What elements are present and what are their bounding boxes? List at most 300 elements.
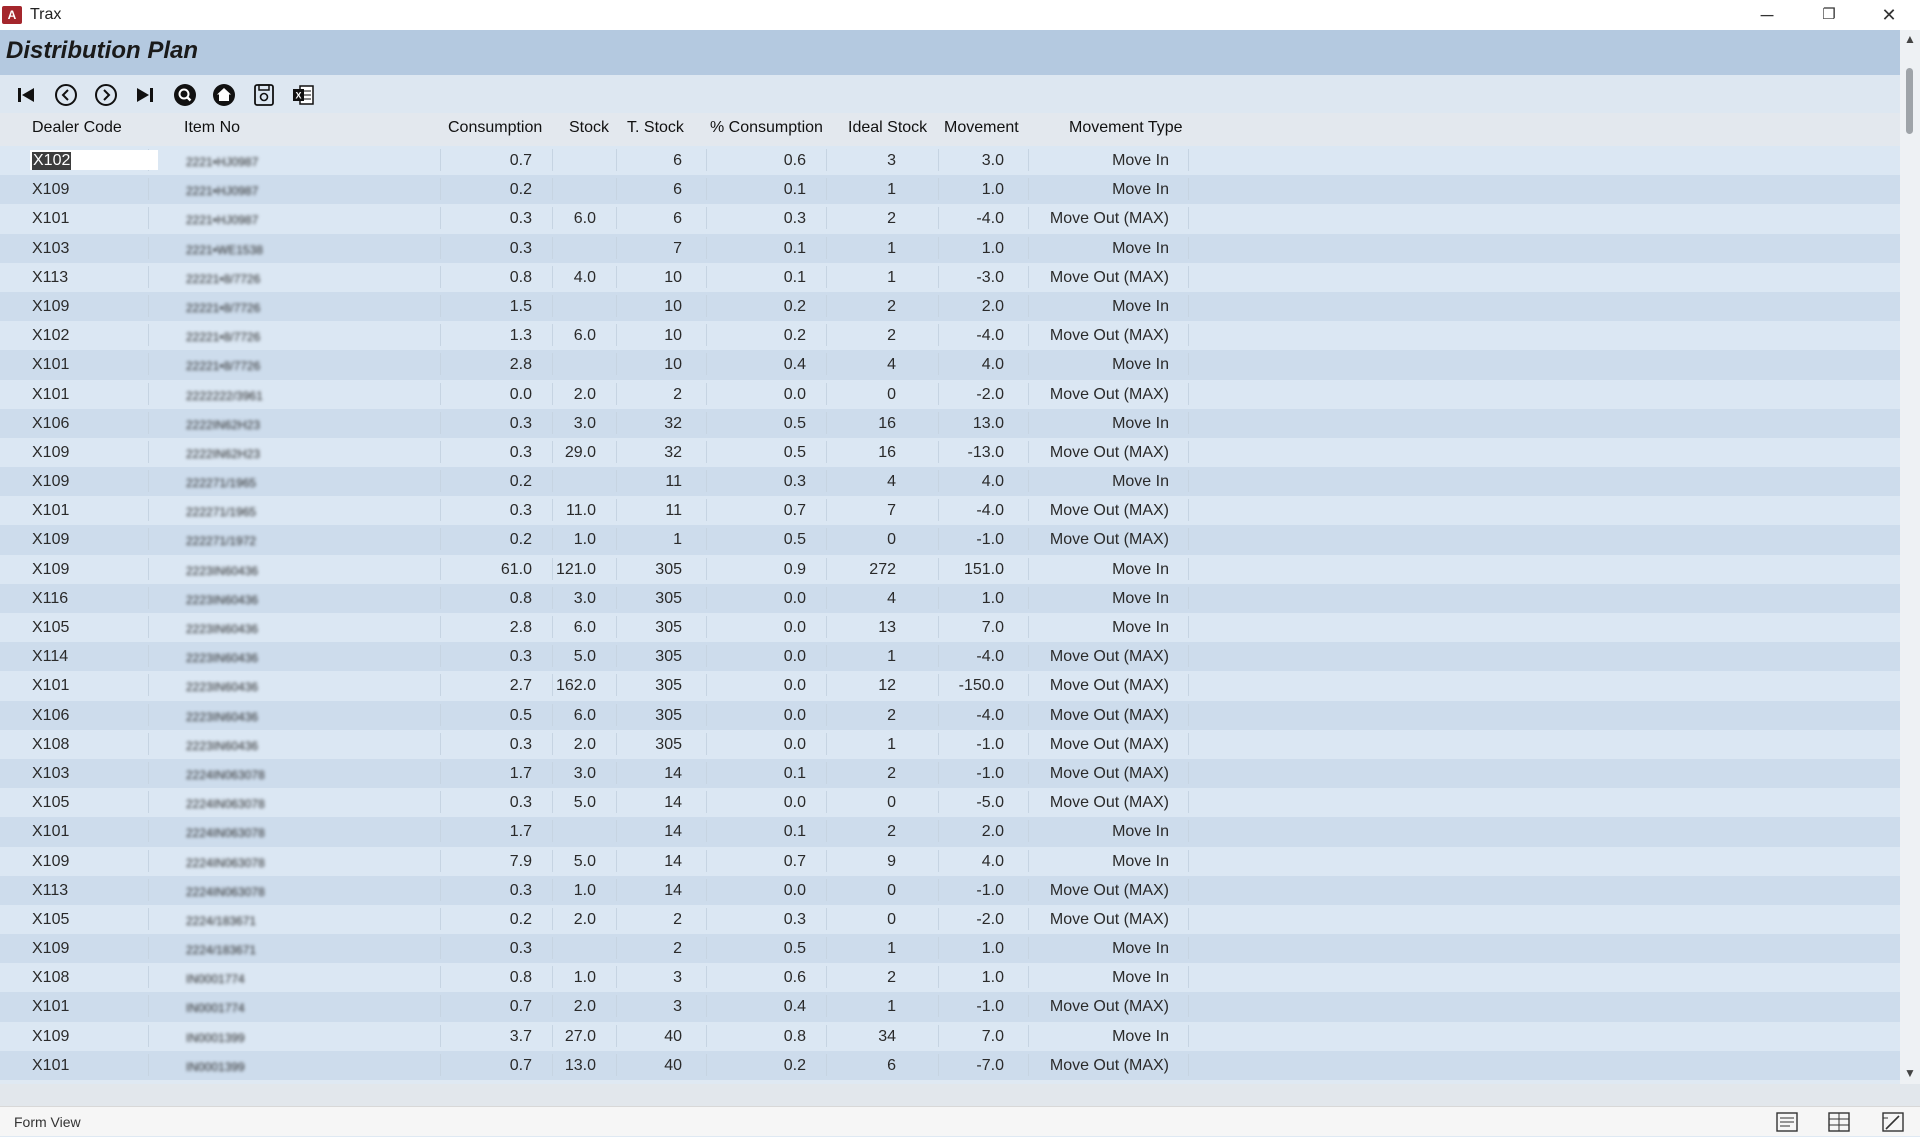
movement-cell[interactable]: 3.0 — [981, 152, 1004, 169]
consumption-cell[interactable]: 2.8 — [509, 619, 532, 636]
ideal-stock-cell[interactable]: 0 — [887, 794, 896, 812]
table-row[interactable] — [0, 1022, 1900, 1051]
t-stock-cell[interactable]: 2 — [673, 940, 682, 958]
dealer-code-cell[interactable]: X101 — [32, 1056, 70, 1074]
consumption-cell[interactable]: 0.2 — [509, 473, 532, 491]
consumption-cell[interactable]: 0.5 — [509, 706, 532, 724]
pct-consumption-cell[interactable]: 0.4 — [783, 998, 806, 1016]
dealer-code-cell[interactable]: X113 — [32, 268, 69, 286]
ideal-stock-cell[interactable]: 6 — [887, 1056, 896, 1074]
movement-type-cell[interactable]: Move Out (MAX) — [1049, 531, 1169, 549]
table-row[interactable] — [0, 555, 1900, 584]
movement-type-cell[interactable]: Move Out (MAX) — [1049, 648, 1169, 666]
pct-consumption-cell[interactable]: 0.8 — [783, 1027, 806, 1045]
dealer-code-cell[interactable]: X108 — [32, 735, 70, 753]
movement-type-cell[interactable]: Move In — [1112, 152, 1169, 169]
home-icon[interactable] — [212, 83, 236, 107]
movement-type-cell[interactable]: Move Out (MAX) — [1049, 881, 1169, 899]
t-stock-cell[interactable]: 305 — [655, 648, 682, 666]
table-row[interactable] — [0, 613, 1900, 642]
next-record-icon[interactable] — [94, 83, 118, 107]
pct-consumption-cell[interactable]: 0.5 — [783, 414, 806, 432]
stock-cell[interactable]: 3.0 — [573, 414, 596, 432]
dealer-code-cell[interactable]: X101 — [32, 210, 70, 228]
column-header-pct-consumption[interactable]: % Consumption — [710, 119, 823, 136]
item-no-cell[interactable]: 22221•8/7726 — [186, 271, 261, 286]
consumption-cell[interactable]: 0.8 — [509, 589, 532, 607]
scroll-up-icon[interactable]: ▲ — [1904, 32, 1916, 46]
ideal-stock-cell[interactable]: 9 — [887, 852, 896, 870]
consumption-cell[interactable]: 0.7 — [509, 998, 532, 1016]
stock-cell[interactable]: 2.0 — [573, 998, 596, 1016]
dealer-code-cell[interactable]: X105 — [32, 910, 70, 928]
movement-cell[interactable]: 4.0 — [981, 356, 1004, 374]
t-stock-cell[interactable]: 6 — [673, 181, 682, 199]
column-header-item-no[interactable]: Item No — [184, 119, 241, 136]
movement-cell[interactable]: 1.0 — [981, 239, 1004, 257]
pct-consumption-cell[interactable]: 0.5 — [783, 940, 806, 958]
movement-type-cell[interactable]: Move Out (MAX) — [1049, 764, 1169, 782]
scrollbar-thumb[interactable] — [1906, 68, 1913, 134]
dealer-code-cell[interactable]: X106 — [32, 414, 70, 432]
excel-export-icon[interactable] — [291, 83, 315, 107]
movement-type-cell[interactable]: Move In — [1112, 560, 1169, 578]
consumption-cell[interactable]: 0.3 — [509, 940, 532, 958]
consumption-cell[interactable]: 0.3 — [509, 794, 532, 812]
item-no-cell[interactable]: 2221•HJ0987 — [186, 184, 259, 199]
movement-cell[interactable]: -7.0 — [976, 1056, 1004, 1074]
t-stock-cell[interactable]: 305 — [655, 735, 682, 753]
stock-cell[interactable]: 6.0 — [573, 706, 596, 724]
t-stock-cell[interactable]: 6 — [673, 152, 682, 169]
item-no-cell[interactable]: 2224/183671 — [186, 943, 257, 958]
ideal-stock-cell[interactable]: 2 — [887, 327, 896, 345]
table-row[interactable] — [0, 817, 1900, 846]
stock-cell[interactable]: 5.0 — [573, 852, 596, 870]
t-stock-cell[interactable]: 10 — [664, 297, 682, 315]
ideal-stock-cell[interactable]: 1 — [887, 940, 896, 958]
stock-cell[interactable]: 11.0 — [566, 502, 596, 520]
table-row[interactable] — [0, 263, 1900, 292]
ideal-stock-cell[interactable]: 1 — [887, 239, 896, 257]
item-no-cell[interactable]: 2224IN063078 — [186, 826, 265, 841]
item-no-cell[interactable]: 2223IN60436 — [186, 563, 259, 578]
minimize-button[interactable]: ─ — [1760, 5, 1774, 25]
pct-consumption-cell[interactable]: 0.0 — [783, 648, 806, 666]
item-no-cell[interactable]: 2223IN60436 — [186, 622, 259, 636]
t-stock-cell[interactable]: 40 — [664, 1027, 682, 1045]
t-stock-cell[interactable]: 305 — [655, 619, 682, 636]
previous-record-icon[interactable] — [54, 83, 78, 107]
t-stock-cell[interactable]: 32 — [664, 443, 682, 461]
table-row[interactable] — [0, 847, 1900, 876]
pct-consumption-cell[interactable]: 0.7 — [783, 502, 806, 520]
movement-type-cell[interactable]: Move In — [1112, 473, 1169, 491]
pct-consumption-cell[interactable]: 0.9 — [783, 560, 806, 578]
item-no-cell[interactable]: 2223IN60436 — [186, 709, 259, 724]
consumption-cell[interactable]: 0.3 — [509, 881, 532, 899]
pct-consumption-cell[interactable]: 0.7 — [783, 852, 806, 870]
item-no-cell[interactable]: 2223IN60436 — [186, 738, 259, 753]
consumption-cell[interactable]: 0.8 — [509, 268, 532, 286]
pct-consumption-cell[interactable]: 0.3 — [783, 210, 806, 228]
pct-consumption-cell[interactable]: 0.0 — [783, 619, 806, 636]
pct-consumption-cell[interactable]: 0.0 — [783, 706, 806, 724]
movement-type-cell[interactable]: Move In — [1112, 1027, 1169, 1045]
table-row[interactable] — [0, 759, 1900, 788]
design-view-icon[interactable] — [1882, 1112, 1904, 1132]
movement-type-cell[interactable]: Move Out (MAX) — [1049, 677, 1169, 695]
dealer-code-cell[interactable]: X109 — [32, 473, 70, 491]
consumption-cell[interactable]: 0.3 — [509, 735, 532, 753]
table-row[interactable] — [0, 175, 1900, 204]
movement-cell[interactable]: -150.0 — [958, 677, 1004, 695]
consumption-cell[interactable]: 0.2 — [509, 181, 532, 199]
table-row[interactable] — [0, 992, 1900, 1021]
movement-cell[interactable]: 1.0 — [981, 940, 1004, 958]
table-row[interactable] — [0, 1051, 1900, 1080]
movement-cell[interactable]: 7.0 — [981, 619, 1004, 636]
consumption-cell[interactable]: 0.3 — [509, 443, 532, 461]
stock-cell[interactable]: 27.0 — [564, 1027, 596, 1045]
dealer-code-cell[interactable]: X105 — [32, 619, 70, 636]
movement-type-cell[interactable]: Move In — [1112, 239, 1169, 257]
table-row[interactable] — [0, 730, 1900, 759]
scroll-down-icon[interactable]: ▼ — [1904, 1066, 1916, 1080]
stock-cell[interactable]: 1.0 — [573, 881, 596, 899]
item-no-cell[interactable]: 2221•HJ0987 — [186, 155, 259, 169]
t-stock-cell[interactable]: 14 — [664, 881, 682, 899]
ideal-stock-cell[interactable]: 1 — [887, 735, 896, 753]
table-row[interactable] — [0, 671, 1900, 700]
t-stock-cell[interactable]: 3 — [673, 998, 682, 1016]
pct-consumption-cell[interactable]: 0.6 — [783, 152, 806, 169]
consumption-cell[interactable]: 0.8 — [509, 969, 532, 987]
ideal-stock-cell[interactable]: 0 — [887, 531, 896, 549]
movement-type-cell[interactable]: Move In — [1112, 181, 1169, 199]
stock-cell[interactable]: 121.0 — [555, 560, 596, 578]
pct-consumption-cell[interactable]: 0.3 — [783, 473, 806, 491]
consumption-cell[interactable]: 61.0 — [500, 560, 532, 578]
column-header-stock[interactable]: Stock — [569, 119, 610, 136]
movement-cell[interactable]: 13.0 — [972, 414, 1004, 432]
item-no-cell[interactable]: 2222IN62H23 — [186, 417, 261, 432]
table-row[interactable] — [0, 701, 1900, 730]
t-stock-cell[interactable]: 6 — [673, 210, 682, 228]
t-stock-cell[interactable]: 2 — [673, 385, 682, 403]
movement-type-cell[interactable]: Move Out (MAX) — [1049, 998, 1169, 1016]
movement-type-cell[interactable]: Move Out (MAX) — [1049, 385, 1169, 403]
pct-consumption-cell[interactable]: 0.0 — [783, 589, 806, 607]
item-no-cell[interactable]: 2223IN60436 — [186, 680, 259, 695]
movement-cell[interactable]: -13.0 — [967, 443, 1004, 461]
stock-cell[interactable]: 1.0 — [573, 531, 596, 549]
column-header-ideal-stock[interactable]: Ideal Stock — [848, 119, 928, 136]
search-icon[interactable] — [173, 83, 197, 107]
table-row[interactable] — [0, 146, 1900, 175]
consumption-cell[interactable]: 3.7 — [509, 1027, 532, 1045]
item-no-cell[interactable]: 22221•8/7726 — [186, 330, 261, 345]
t-stock-cell[interactable]: 10 — [664, 356, 682, 374]
movement-cell[interactable]: -4.0 — [976, 706, 1004, 724]
consumption-cell[interactable]: 0.2 — [509, 910, 532, 928]
movement-cell[interactable]: -4.0 — [976, 327, 1004, 345]
item-no-cell[interactable]: 222271/1972 — [186, 534, 257, 549]
restore-button[interactable]: ❐ — [1822, 6, 1836, 23]
stock-cell[interactable]: 6.0 — [573, 619, 596, 636]
item-no-cell[interactable]: 2224IN063078 — [186, 767, 265, 782]
movement-cell[interactable]: 1.0 — [981, 969, 1004, 987]
ideal-stock-cell[interactable]: 1 — [887, 648, 896, 666]
stock-cell[interactable]: 4.0 — [573, 268, 596, 286]
item-no-cell[interactable]: 2221•WE1538 — [186, 242, 263, 257]
consumption-cell[interactable]: 1.3 — [509, 327, 532, 345]
dealer-code-cell[interactable]: X109 — [32, 181, 70, 199]
table-row[interactable] — [0, 876, 1900, 905]
stock-cell[interactable]: 3.0 — [573, 589, 596, 607]
dealer-code-cell[interactable]: X114 — [32, 648, 69, 666]
ideal-stock-cell[interactable]: 2 — [887, 823, 896, 841]
dealer-code-cell[interactable]: X102 — [32, 327, 70, 345]
item-no-cell[interactable]: 222271/1965 — [186, 476, 257, 491]
dealer-code-cell[interactable]: X113 — [32, 881, 69, 899]
pct-consumption-cell[interactable]: 0.4 — [783, 356, 806, 374]
t-stock-cell[interactable]: 305 — [655, 677, 682, 695]
pct-consumption-cell[interactable]: 0.1 — [783, 181, 806, 199]
consumption-cell[interactable]: 0.0 — [509, 385, 532, 403]
table-row[interactable] — [0, 934, 1900, 963]
item-no-cell[interactable]: 2224/183671 — [186, 913, 257, 928]
table-row[interactable] — [0, 292, 1900, 321]
column-header-dealer-code[interactable]: Dealer Code — [32, 119, 122, 136]
consumption-cell[interactable]: 1.7 — [509, 823, 532, 841]
movement-type-cell[interactable]: Move Out (MAX) — [1049, 794, 1169, 812]
ideal-stock-cell[interactable]: 2 — [887, 969, 896, 987]
t-stock-cell[interactable]: 305 — [655, 706, 682, 724]
consumption-cell[interactable]: 0.7 — [509, 1056, 532, 1074]
ideal-stock-cell[interactable]: 16 — [878, 443, 896, 461]
item-no-cell[interactable]: IN0001399 — [186, 1030, 245, 1045]
movement-cell[interactable]: -4.0 — [976, 210, 1004, 228]
t-stock-cell[interactable]: 40 — [664, 1056, 682, 1074]
t-stock-cell[interactable]: 14 — [664, 794, 682, 812]
table-row[interactable] — [0, 321, 1900, 350]
movement-cell[interactable]: -1.0 — [976, 764, 1004, 782]
stock-cell[interactable]: 3.0 — [573, 764, 596, 782]
ideal-stock-cell[interactable]: 0 — [887, 910, 896, 928]
movement-type-cell[interactable]: Move In — [1112, 619, 1169, 636]
table-row[interactable] — [0, 496, 1900, 525]
item-no-cell[interactable]: 2224IN063078 — [186, 855, 265, 870]
item-no-cell[interactable]: IN0001774 — [186, 1001, 245, 1016]
pct-consumption-cell[interactable]: 0.3 — [783, 910, 806, 928]
ideal-stock-cell[interactable]: 12 — [878, 677, 896, 695]
movement-cell[interactable]: -1.0 — [976, 881, 1004, 899]
consumption-cell[interactable]: 0.3 — [509, 414, 532, 432]
table-row[interactable] — [0, 234, 1900, 263]
form-view-icon[interactable] — [1776, 1112, 1798, 1132]
movement-type-cell[interactable]: Move In — [1112, 356, 1169, 374]
movement-cell[interactable]: -1.0 — [976, 531, 1004, 549]
movement-type-cell[interactable]: Move In — [1112, 969, 1169, 987]
pct-consumption-cell[interactable]: 0.0 — [783, 794, 806, 812]
ideal-stock-cell[interactable]: 4 — [887, 473, 896, 491]
movement-cell[interactable]: -1.0 — [976, 998, 1004, 1016]
ideal-stock-cell[interactable]: 272 — [869, 560, 896, 578]
t-stock-cell[interactable]: 11 — [665, 473, 682, 491]
ideal-stock-cell[interactable]: 2 — [887, 297, 896, 315]
pct-consumption-cell[interactable]: 0.0 — [783, 881, 806, 899]
ideal-stock-cell[interactable]: 34 — [878, 1027, 896, 1045]
movement-cell[interactable]: -2.0 — [976, 910, 1004, 928]
dealer-code-cell[interactable]: X103 — [32, 239, 70, 257]
column-header-movement[interactable]: Movement — [944, 119, 1019, 136]
movement-cell[interactable]: 2.0 — [981, 823, 1004, 841]
layout-view-icon[interactable] — [1828, 1112, 1850, 1132]
ideal-stock-cell[interactable]: 4 — [887, 589, 896, 607]
movement-type-cell[interactable]: Move Out (MAX) — [1049, 210, 1169, 228]
pct-consumption-cell[interactable]: 0.1 — [783, 764, 806, 782]
table-row[interactable] — [0, 204, 1900, 233]
movement-type-cell[interactable]: Move Out (MAX) — [1049, 443, 1169, 461]
dealer-code-cell[interactable]: X101 — [32, 502, 70, 520]
dealer-code-cell[interactable]: X109 — [32, 443, 70, 461]
movement-cell[interactable]: -5.0 — [976, 794, 1004, 812]
ideal-stock-cell[interactable]: 1 — [887, 181, 896, 199]
movement-type-cell[interactable]: Move Out (MAX) — [1049, 327, 1169, 345]
last-record-icon[interactable] — [133, 83, 157, 107]
dealer-code-cell[interactable]: X109 — [32, 852, 70, 870]
dealer-code-cell[interactable]: X108 — [32, 969, 70, 987]
movement-cell[interactable]: 2.0 — [981, 297, 1004, 315]
t-stock-cell[interactable]: 11 — [665, 502, 682, 520]
t-stock-cell[interactable]: 10 — [664, 327, 682, 345]
dealer-code-cell[interactable]: X101 — [32, 998, 70, 1016]
consumption-cell[interactable]: 0.3 — [509, 648, 532, 666]
pct-consumption-cell[interactable]: 0.2 — [783, 297, 806, 315]
item-no-cell[interactable]: 222271/1965 — [186, 505, 257, 520]
movement-type-cell[interactable]: Move In — [1112, 589, 1169, 607]
stock-cell[interactable]: 2.0 — [573, 735, 596, 753]
movement-cell[interactable]: 151.0 — [963, 560, 1004, 578]
stock-cell[interactable]: 1.0 — [573, 969, 596, 987]
consumption-cell[interactable]: 2.7 — [509, 677, 532, 695]
dealer-code-cell[interactable]: X109 — [32, 1027, 70, 1045]
dealer-code-cell[interactable]: X103 — [32, 764, 70, 782]
ideal-stock-cell[interactable]: 1 — [887, 998, 896, 1016]
item-no-cell[interactable]: 2224IN063078 — [186, 797, 265, 812]
ideal-stock-cell[interactable]: 4 — [887, 356, 896, 374]
movement-type-cell[interactable]: Move In — [1112, 414, 1169, 432]
column-header-movement-type[interactable]: Movement Type — [1069, 119, 1183, 136]
dealer-code-cell[interactable]: X101 — [32, 356, 70, 374]
save-icon[interactable] — [252, 83, 276, 107]
t-stock-cell[interactable]: 14 — [664, 764, 682, 782]
ideal-stock-cell[interactable]: 13 — [878, 619, 896, 636]
dealer-code-cell[interactable]: X109 — [32, 531, 70, 549]
movement-type-cell[interactable]: Move In — [1112, 823, 1169, 841]
item-no-cell[interactable]: 22221•8/7726 — [186, 359, 261, 374]
movement-type-cell[interactable]: Move Out (MAX) — [1049, 502, 1169, 520]
table-row[interactable] — [0, 467, 1900, 496]
pct-consumption-cell[interactable]: 0.5 — [783, 443, 806, 461]
consumption-cell[interactable]: 0.2 — [509, 531, 532, 549]
dealer-code-cell[interactable]: X102 — [33, 152, 71, 169]
movement-type-cell[interactable]: Move Out (MAX) — [1049, 910, 1169, 928]
t-stock-cell[interactable]: 3 — [673, 969, 682, 987]
movement-cell[interactable]: -2.0 — [976, 385, 1004, 403]
dealer-code-cell[interactable]: X101 — [32, 823, 70, 841]
pct-consumption-cell[interactable]: 0.0 — [783, 735, 806, 753]
stock-cell[interactable]: 13.0 — [564, 1056, 596, 1074]
item-no-cell[interactable]: 22221•8/7726 — [186, 300, 261, 315]
table-row[interactable] — [0, 409, 1900, 438]
pct-consumption-cell[interactable]: 0.0 — [783, 677, 806, 695]
t-stock-cell[interactable]: 14 — [664, 823, 682, 841]
stock-cell[interactable]: 162.0 — [555, 677, 596, 695]
movement-cell[interactable]: 4.0 — [981, 852, 1004, 870]
table-row[interactable] — [0, 788, 1900, 817]
movement-cell[interactable]: 7.0 — [981, 1027, 1004, 1045]
t-stock-cell[interactable]: 305 — [655, 560, 682, 578]
pct-consumption-cell[interactable]: 0.0 — [783, 385, 806, 403]
vertical-scrollbar[interactable] — [1900, 30, 1920, 1084]
stock-cell[interactable]: 5.0 — [573, 648, 596, 666]
ideal-stock-cell[interactable]: 2 — [887, 706, 896, 724]
stock-cell[interactable]: 5.0 — [573, 794, 596, 812]
pct-consumption-cell[interactable]: 0.1 — [783, 239, 806, 257]
pct-consumption-cell[interactable]: 0.5 — [783, 531, 806, 549]
consumption-cell[interactable]: 0.3 — [509, 502, 532, 520]
table-row[interactable] — [0, 642, 1900, 671]
item-no-cell[interactable]: 2222222/3961 — [186, 388, 263, 403]
t-stock-cell[interactable]: 305 — [655, 589, 682, 607]
ideal-stock-cell[interactable]: 2 — [887, 764, 896, 782]
consumption-cell[interactable]: 0.3 — [509, 239, 532, 257]
dealer-code-cell[interactable]: X116 — [32, 589, 69, 607]
table-row[interactable] — [0, 584, 1900, 613]
movement-type-cell[interactable]: Move In — [1112, 940, 1169, 958]
table-row[interactable] — [0, 380, 1900, 409]
t-stock-cell[interactable]: 14 — [664, 852, 682, 870]
movement-cell[interactable]: -4.0 — [976, 502, 1004, 520]
table-row[interactable] — [0, 350, 1900, 379]
ideal-stock-cell[interactable]: 3 — [887, 152, 896, 169]
t-stock-cell[interactable]: 1 — [673, 531, 682, 549]
column-header-t-stock[interactable]: T. Stock — [627, 119, 684, 136]
movement-type-cell[interactable]: Move Out (MAX) — [1049, 1056, 1169, 1074]
item-no-cell[interactable]: 2224IN063078 — [186, 884, 265, 899]
movement-type-cell[interactable]: Move In — [1112, 297, 1169, 315]
consumption-cell[interactable]: 2.8 — [509, 356, 532, 374]
movement-type-cell[interactable]: Move Out (MAX) — [1049, 735, 1169, 753]
item-no-cell[interactable]: IN0001774 — [186, 972, 245, 987]
ideal-stock-cell[interactable]: 7 — [887, 502, 896, 520]
item-no-cell[interactable]: 2223IN60436 — [186, 651, 259, 666]
dealer-code-cell[interactable]: X109 — [32, 940, 70, 958]
consumption-cell[interactable]: 1.7 — [509, 764, 532, 782]
item-no-cell[interactable]: IN0001399 — [186, 1059, 245, 1074]
table-row[interactable] — [0, 963, 1900, 992]
column-header-consumption[interactable]: Consumption — [448, 119, 543, 136]
movement-cell[interactable]: 4.0 — [981, 473, 1004, 491]
movement-cell[interactable]: -3.0 — [976, 268, 1004, 286]
consumption-cell[interactable]: 7.9 — [509, 852, 532, 870]
item-no-cell[interactable]: 2222IN62H23 — [186, 446, 261, 461]
ideal-stock-cell[interactable]: 2 — [887, 210, 896, 228]
ideal-stock-cell[interactable]: 0 — [887, 385, 896, 403]
dealer-code-cell[interactable]: X101 — [32, 677, 70, 695]
